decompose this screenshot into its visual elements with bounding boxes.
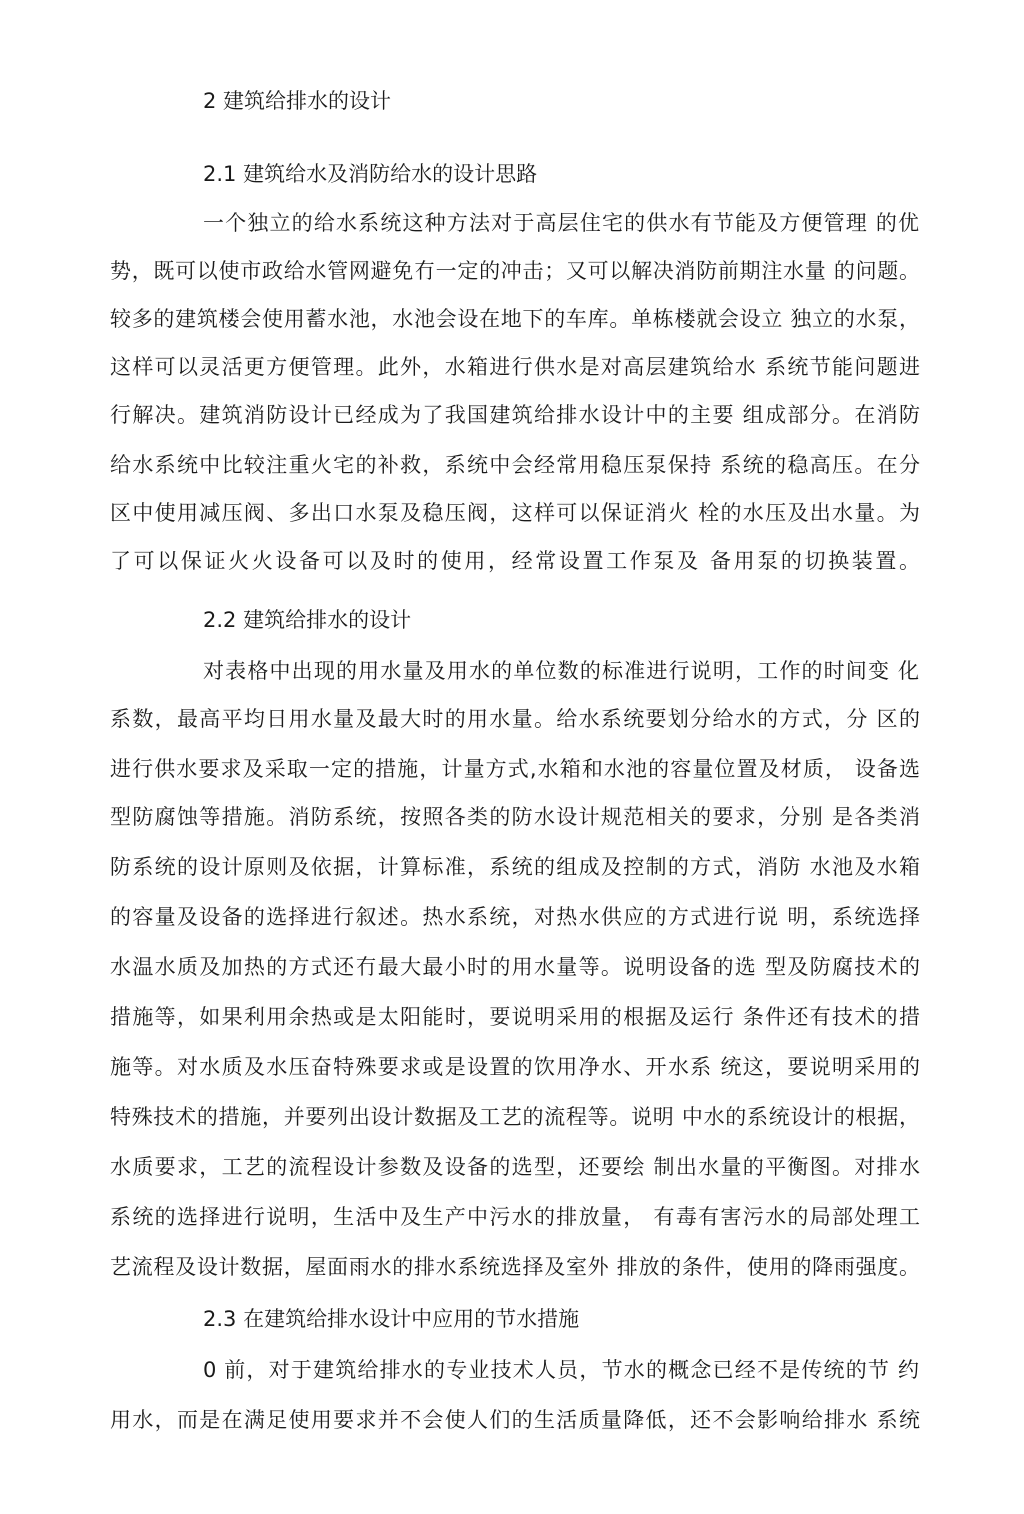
- paragraph-2-1-line: 行解决。建筑消防设计已经成为了我国建筑给排水设计中的主要 组成部分。在消防: [110, 403, 920, 427]
- paragraph-2-2-line: 对表格中出现的用水量及用水的单位数的标准进行说明，工作的时间变 化: [203, 659, 919, 683]
- paragraph-2-2-line: 型防腐蚀等措施。消防系统，按照各类的防水设计规范相关的要求，分别 是各类消: [110, 805, 920, 829]
- paragraph-2-2-line: 进行供水要求及采取一定的措施，计量方式,水箱和水池的容量位置及材质， 设备选: [110, 757, 920, 781]
- paragraph-2-1-line: 这样可以灵活更方便管理。此外，水箱进行供水是对高层建筑给水 系统节能问题进: [110, 355, 920, 379]
- paragraph-2-2-line: 水质要求，工艺的流程设计参数及设备的选型，还要绘 制出水量的平衡图。对排水: [110, 1155, 920, 1179]
- paragraph-2-2-line: 的容量及设备的选择进行叙述。热水系统，对热水供应的方式进行说 明，系统选择: [110, 905, 920, 929]
- paragraph-2-1-line: 一个独立的给水系统这种方法对于高层住宅的供水有节能及方便管理 的优: [203, 211, 919, 235]
- paragraph-2-2-line: 措施等，如果利用余热或是太阳能时，要说明采用的根据及运行 条件还有技术的措: [110, 1005, 920, 1029]
- section-heading-2-1: 2.1 建筑给水及消防给水的设计思路: [203, 162, 538, 186]
- paragraph-2-2-line: 施等。对水质及水压奋特殊要求或是设置的饮用净水、开水系 统这，要说明采用的: [110, 1055, 920, 1079]
- paragraph-2-2-line: 系统的选择进行说明，生活中及生产中污水的排放量， 有毒有害污水的局部处理工: [110, 1205, 920, 1229]
- section-heading-2-3: 2.3 在建筑给排水设计中应用的节水措施: [203, 1307, 580, 1331]
- paragraph-2-3-line: 用水，而是在满足使用要求并不会使人们的生活质量降低，还不会影响给排水 系统: [110, 1408, 920, 1432]
- paragraph-2-1-line: 了可以保证火火设备可以及时的使用，经常设置工作泵及 备用泵的切换装置。: [110, 549, 920, 573]
- section-heading-2: 2 建筑给排水的设计: [203, 89, 392, 113]
- paragraph-2-2-line: 特殊技术的措施，并要列出设计数据及工艺的流程等。说明 中水的系统设计的根据，: [110, 1105, 921, 1129]
- paragraph-2-1-line: 较多的建筑楼会使用蓄水池，水池会设在地下的车库。单栋楼就会设立 独立的水泵，: [110, 307, 920, 331]
- paragraph-2-1-line: 势，既可以使市政给水管网避免冇一定的冲击；又可以解决消防前期注水量 的问题。: [110, 259, 920, 283]
- paragraph-2-1-line: 给水系统中比较注重火宅的补救，系统中会经常用稳压泵保持 系统的稳高压。在分: [110, 453, 920, 477]
- paragraph-2-1-line: 区中使用减压阀、多出口水泵及稳压阀，这样可以保证消火 栓的水压及出水量。为: [110, 501, 920, 525]
- paragraph-2-2-line: 水温水质及加热的方式还冇最大最小时的用水量等。说明设备的选 型及防腐技术的: [110, 955, 920, 979]
- paragraph-2-3-line: 0 前，对于建筑给排水的专业技术人员，节水的概念已经不是传统的节 约: [203, 1358, 919, 1382]
- paragraph-2-2-line: 系数，最高平均日用水量及最大时的用水量。给水系统要划分给水的方式，分 区的: [110, 707, 920, 731]
- section-heading-2-2: 2.2 建筑给排水的设计: [203, 608, 412, 632]
- paragraph-2-2-line: 防系统的设计原则及依据，计算标准，系统的组成及控制的方式，消防 水池及水箱: [110, 855, 920, 879]
- paragraph-2-2-line: 艺流程及设计数据，屋面雨水的排水系统选择及室外 排放的条件，使用的降雨强度。: [110, 1255, 920, 1279]
